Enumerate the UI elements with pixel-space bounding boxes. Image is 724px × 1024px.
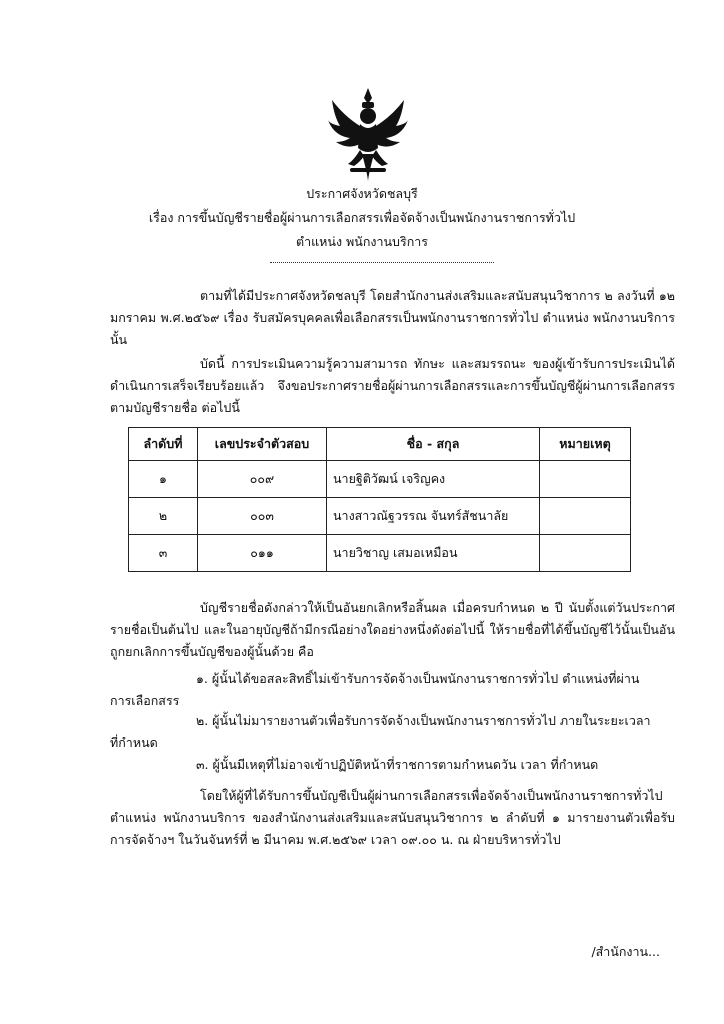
- condition-1: ๑. ผู้นั้นได้ขอสละสิทธิ์ไม่เข้ารับการจัดจ้างเป็นพนักงานราชการทั่วไป ตำแหน่งที่ผ่าน: [196, 671, 640, 686]
- paragraph-result: [110, 353, 675, 419]
- col-order: ลำดับที่: [129, 428, 198, 461]
- col-name: ชื่อ - สกุล: [327, 428, 540, 461]
- condition-2: ๒. ผู้นั้นไม่มารายงานตัวเพื่อรับการจัดจ้างเป็นพนักงานราชการทั่วไป ภายในระยะเวลา: [196, 713, 651, 728]
- col-exam-id: เลขประจำตัวสอบ: [198, 428, 327, 461]
- col-remark: หมายเหตุ: [540, 428, 631, 461]
- paragraph-report-text: โดยให้ผู้ที่ได้รับการขึ้นบัญชีเป็นผู้ผ่านการเลือกสรรเพื่อจัดจ้างเป็นพนักงานราชการทั่วไป ตำแหน่ง พนักงานบริการ ของสำนักงานส่งเสริมและสนับสนุนวิชาการ ๒ ลำดับที่ ๑ มารายงานตัวเพื่อรับการจัดจ้างฯ ในวันจันทร์ที่ ๒ มีนาคม พ.ศ.๒๕๖๙ เวลา ๐๙.๐๐ น. ณ ฝ่ายบริหารทั่วไป: [110, 788, 675, 847]
- paragraph-validity: [110, 597, 675, 663]
- condition-1-cont: การเลือกสรร: [110, 693, 180, 708]
- cell-order: ๒: [129, 498, 198, 535]
- cell-remark: [540, 461, 631, 498]
- table-row: [129, 535, 631, 572]
- table-header-row: [129, 428, 631, 461]
- divider: [270, 262, 494, 263]
- cell-exam-id: ๐๐๓: [198, 498, 327, 535]
- paragraph-validity-text: บัญชีรายชื่อดังกล่าวให้เป็นอันยกเลิกหรือสิ้นผล เมื่อครบกำหนด ๒ ปี นับตั้งแต่วันประกาศรายชื่อเป็นต้นไป และในอายุบัญชีถ้ามีกรณีอย่างใดอย่างหนึ่งดังต่อไปนี้ ให้รายชื่อที่ได้ขึ้นบัญชีไว้นั้นเป็นอันถูกยกเลิกการขึ้นบัญชีของผู้นั้นด้วย คือ: [110, 600, 675, 659]
- cell-remark: [540, 498, 631, 535]
- paragraph-intro: [110, 285, 675, 351]
- announcement-subject: เรื่อง การขึ้นบัญชีรายชื่อผู้ผ่านการเลือกสรรเพื่อจัดจ้างเป็นพนักงานราชการทั่วไป: [148, 210, 576, 225]
- table-row: [129, 461, 631, 498]
- condition-2-cont: ที่กำหนด: [110, 735, 158, 750]
- continued-note: /สำนักงาน...: [591, 944, 660, 959]
- cell-remark: [540, 535, 631, 572]
- announcement-title: ประกาศจังหวัดชลบุรี: [306, 186, 418, 201]
- table-row: [129, 498, 631, 535]
- cell-exam-id: ๐๐๙: [198, 461, 327, 498]
- cell-name: นายวิชาญ เสมอเหมือน: [327, 535, 540, 572]
- paragraph-intro-text: ตามที่ได้มีประกาศจังหวัดชลบุรี โดยสำนักงานส่งเสริมและสนับสนุนวิชาการ ๒ ลงวันที่ ๑๒ มกราคม พ.ศ.๒๕๖๙ เรื่อง รับสมัครบุคคลเพื่อเลือกสรรเป็นพนักงานราชการทั่วไป ตำแหน่ง พนักงานบริการ นั้น: [110, 288, 675, 347]
- cell-order: ๓: [129, 535, 198, 572]
- candidate-table: [128, 427, 631, 572]
- cell-name: นายฐิติวัฒน์ เจริญคง: [327, 461, 540, 498]
- announcement-position: ตำแหน่ง พนักงานบริการ: [295, 234, 429, 249]
- cell-exam-id: ๐๑๑: [198, 535, 327, 572]
- condition-3: ๓. ผู้นั้นมีเหตุที่ไม่อาจเข้าปฏิบัติหน้าที่ราชการตามกำหนดวัน เวลา ที่กำหนด: [196, 757, 599, 772]
- cell-name: นางสาวณัฐวรรณ จันทร์สัชนาลัย: [327, 498, 540, 535]
- paragraph-report: [110, 785, 675, 851]
- paragraph-result-text: บัดนี้ การประเมินความรู้ความสามารถ ทักษะ และสมรรถนะ ของผู้เข้ารับการประเมินได้ดำเนินการเสร็จเรียบร้อยแล้ว จึงขอประกาศรายชื่อผู้ผ่านการเลือกสรรและการขึ้นบัญชีผู้ผ่านการเลือกสรรตามบัญชีรายชื่อ ต่อไปนี้: [110, 356, 675, 415]
- cell-order: ๑: [129, 461, 198, 498]
- garuda-emblem-icon: [326, 86, 410, 184]
